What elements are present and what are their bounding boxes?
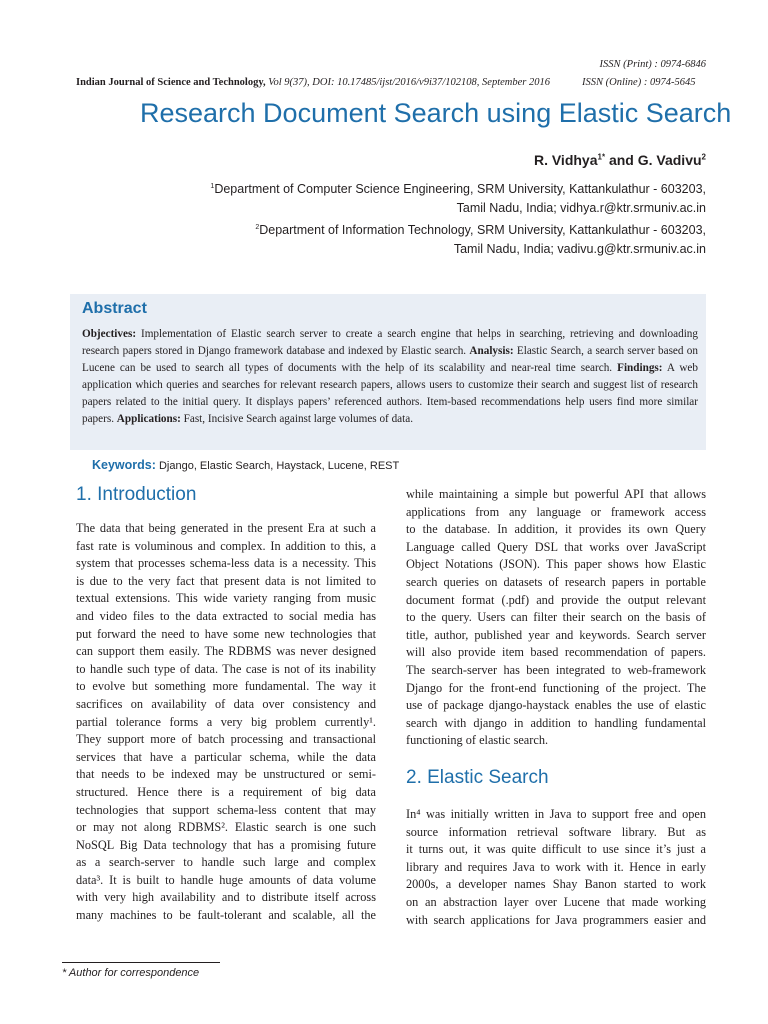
text-line: search with django in addition to handling fundamental [406, 715, 706, 730]
abstract-heading: Abstract [82, 300, 147, 317]
keywords-text: Django, Elastic Search, Haystack, Lucene, REST [155, 460, 400, 472]
footnote-rule [62, 962, 220, 963]
text-line: on an abstraction layer over Lucene that made working [406, 894, 706, 909]
text-line: or may not along RDBMS². Elastic search is one such [76, 820, 376, 835]
text-line: fast rate is voluminous and complex. In addition to this, a [76, 538, 376, 553]
text-line: structured. Hence there is a requirement of big data [76, 784, 376, 799]
text-line: The data that being generated in the present Era at such a [76, 521, 376, 535]
journal-name: Indian Journal of Science and Technology, [76, 77, 266, 88]
text-line: The search-server has been integrated to web-framework [406, 662, 706, 677]
affiliation-2: $^2$Department of Information Technology, SRM University, Kattankulathur - 603203, [255, 223, 706, 238]
text-line: that needs to be indexed may be unstructured or semi- [76, 767, 376, 782]
text-line: document format (.pdf) and provide the output relevant [406, 592, 706, 607]
text-line: NoSQL Big Data technology that has a promising future [76, 837, 376, 852]
paper-title: Research Document Search using Elastic Search [140, 98, 732, 128]
author-1: R. Vidhya [533, 152, 598, 168]
text-line: services that have a particular schema, while the data [76, 749, 376, 764]
right-column-body [406, 486, 706, 750]
abstract-text: Objectives: Implementation of Elastic search server to create a search engine that helps in searching, retrieving and downloading research papers stored in Django framework database and indexed by Elastic search. Analysis: Elastic Search, a search server based on Lucene can be used to search all types of documents with the help of its scalability and near-real time search. Findings: A web application which queries and searches for relevant research papers, allows users to customize their search and suggest list of research papers related to the initial query. It displays papers’ referenced authors. Item-based recommendations help users find more similar papers. Applications: Fast, Incisive Search against large volumes of data. [82, 328, 698, 425]
journal-citation [76, 77, 550, 88]
text-line: to evolve but something more fundamental. The way it [76, 679, 376, 694]
keywords-label: Keywords: [92, 458, 156, 472]
author-2-sup: 2 [701, 152, 706, 162]
text-line: title, author, published year and keywords. Search server [406, 627, 706, 642]
author-line [534, 152, 706, 168]
text-line: textual extensions. This wide variety ranging from music [76, 591, 376, 606]
text-line: Django for the front-end functioning of the project. The [406, 680, 706, 695]
text-line: with search applications for Java programmers easier and [406, 912, 706, 927]
text-line: to the query. Users can filter their search on the basis of [406, 610, 706, 625]
text-line: put forward the need to have some new technologies that [76, 626, 376, 641]
text-line: as a search-server to handle such large and complex [76, 855, 376, 870]
affiliations [146, 177, 706, 259]
text-line: Object Notations (JSON). This paper shows how Elastic [406, 557, 706, 572]
text-line: In⁴ was initially written in Java to support free and open [406, 807, 706, 821]
text-line: can support them easily. The RDBMS was never designed [76, 644, 376, 659]
text-line: data³. It is built to handle huge amounts of data volume [76, 872, 376, 887]
text-line: while maintaining a simple but powerful API that allows [406, 487, 706, 501]
affiliation-1: $^1$Department of Computer Science Engineering, SRM University, Kattankulathur - 603203, [210, 182, 706, 197]
section-heading-elastic-search: 2. Elastic Search [406, 767, 549, 788]
affiliation-1-line2: Tamil Nadu, India; vidhya.r@ktr.srmuniv.ac.in [456, 201, 706, 216]
affiliation-2-line2: Tamil Nadu, India; vadivu.g@ktr.srmuniv.ac.in [453, 242, 706, 257]
text-line: to the database. In addition, it provides its own Query [406, 522, 706, 537]
text-line: search queries on datasets of research papers in portable [406, 574, 706, 589]
text-line: system that processes schema-less data is a necessity. This [76, 556, 376, 571]
author-2: G. Vadivu [637, 152, 702, 168]
text-line: many machines to be fault-tolerant and scalable, all the [76, 908, 376, 923]
author-1-sup: 1* [597, 152, 606, 162]
issn-print: ISSN (Print) : 0974-6846 [599, 59, 706, 70]
text-line: with very high availability and to distribute itself across [76, 890, 376, 905]
text-line: and video files to the data extracted to social media has [76, 608, 376, 623]
text-line: partial tolerance forms a very big problem currently¹. [76, 714, 376, 729]
text-line: sacrifices on availability of data over consistency and [76, 696, 376, 711]
elastic-search-body [406, 806, 706, 929]
text-line: Language called Query DSL that works over JavaScript [406, 539, 706, 554]
issn-online: ISSN (Online) : 0974-5645 [582, 77, 696, 88]
footnote: * Author for correspondence [62, 967, 200, 979]
text-line: library and requires Java to work with it. Hence in early [406, 859, 706, 874]
text-line: 2000s, a developer names Shay Banon started to work [406, 877, 706, 892]
section-heading-introduction: 1. Introduction [76, 484, 197, 505]
journal-meta: Vol 9(37), DOI: 10.17485/ijst/2016/v9i37/102108, September 2016 [265, 77, 550, 88]
text-line: use of package django-haystack enables the use of elastic [406, 698, 706, 713]
text-line: it turns out, it was quite difficult to use since it’s just a [406, 842, 706, 857]
text-line: will also provide item based recommendation of papers. [406, 645, 706, 660]
text-line: functioning of elastic search. [406, 733, 549, 748]
text-line: source information retrieval software library. But as [406, 824, 706, 839]
author-and: and [605, 152, 638, 168]
intro-body [76, 520, 376, 925]
text-line: They support more of batch processing and transactional [76, 732, 376, 747]
text-line: is due to the very fact that present data is not limited to [76, 573, 376, 588]
text-line: technologies that support schema-less content that may [76, 802, 376, 817]
text-line: to handle such type of data. The case is not of its inability [76, 661, 376, 676]
text-line: applications from any language or framework access [406, 504, 706, 519]
keywords [92, 458, 399, 472]
